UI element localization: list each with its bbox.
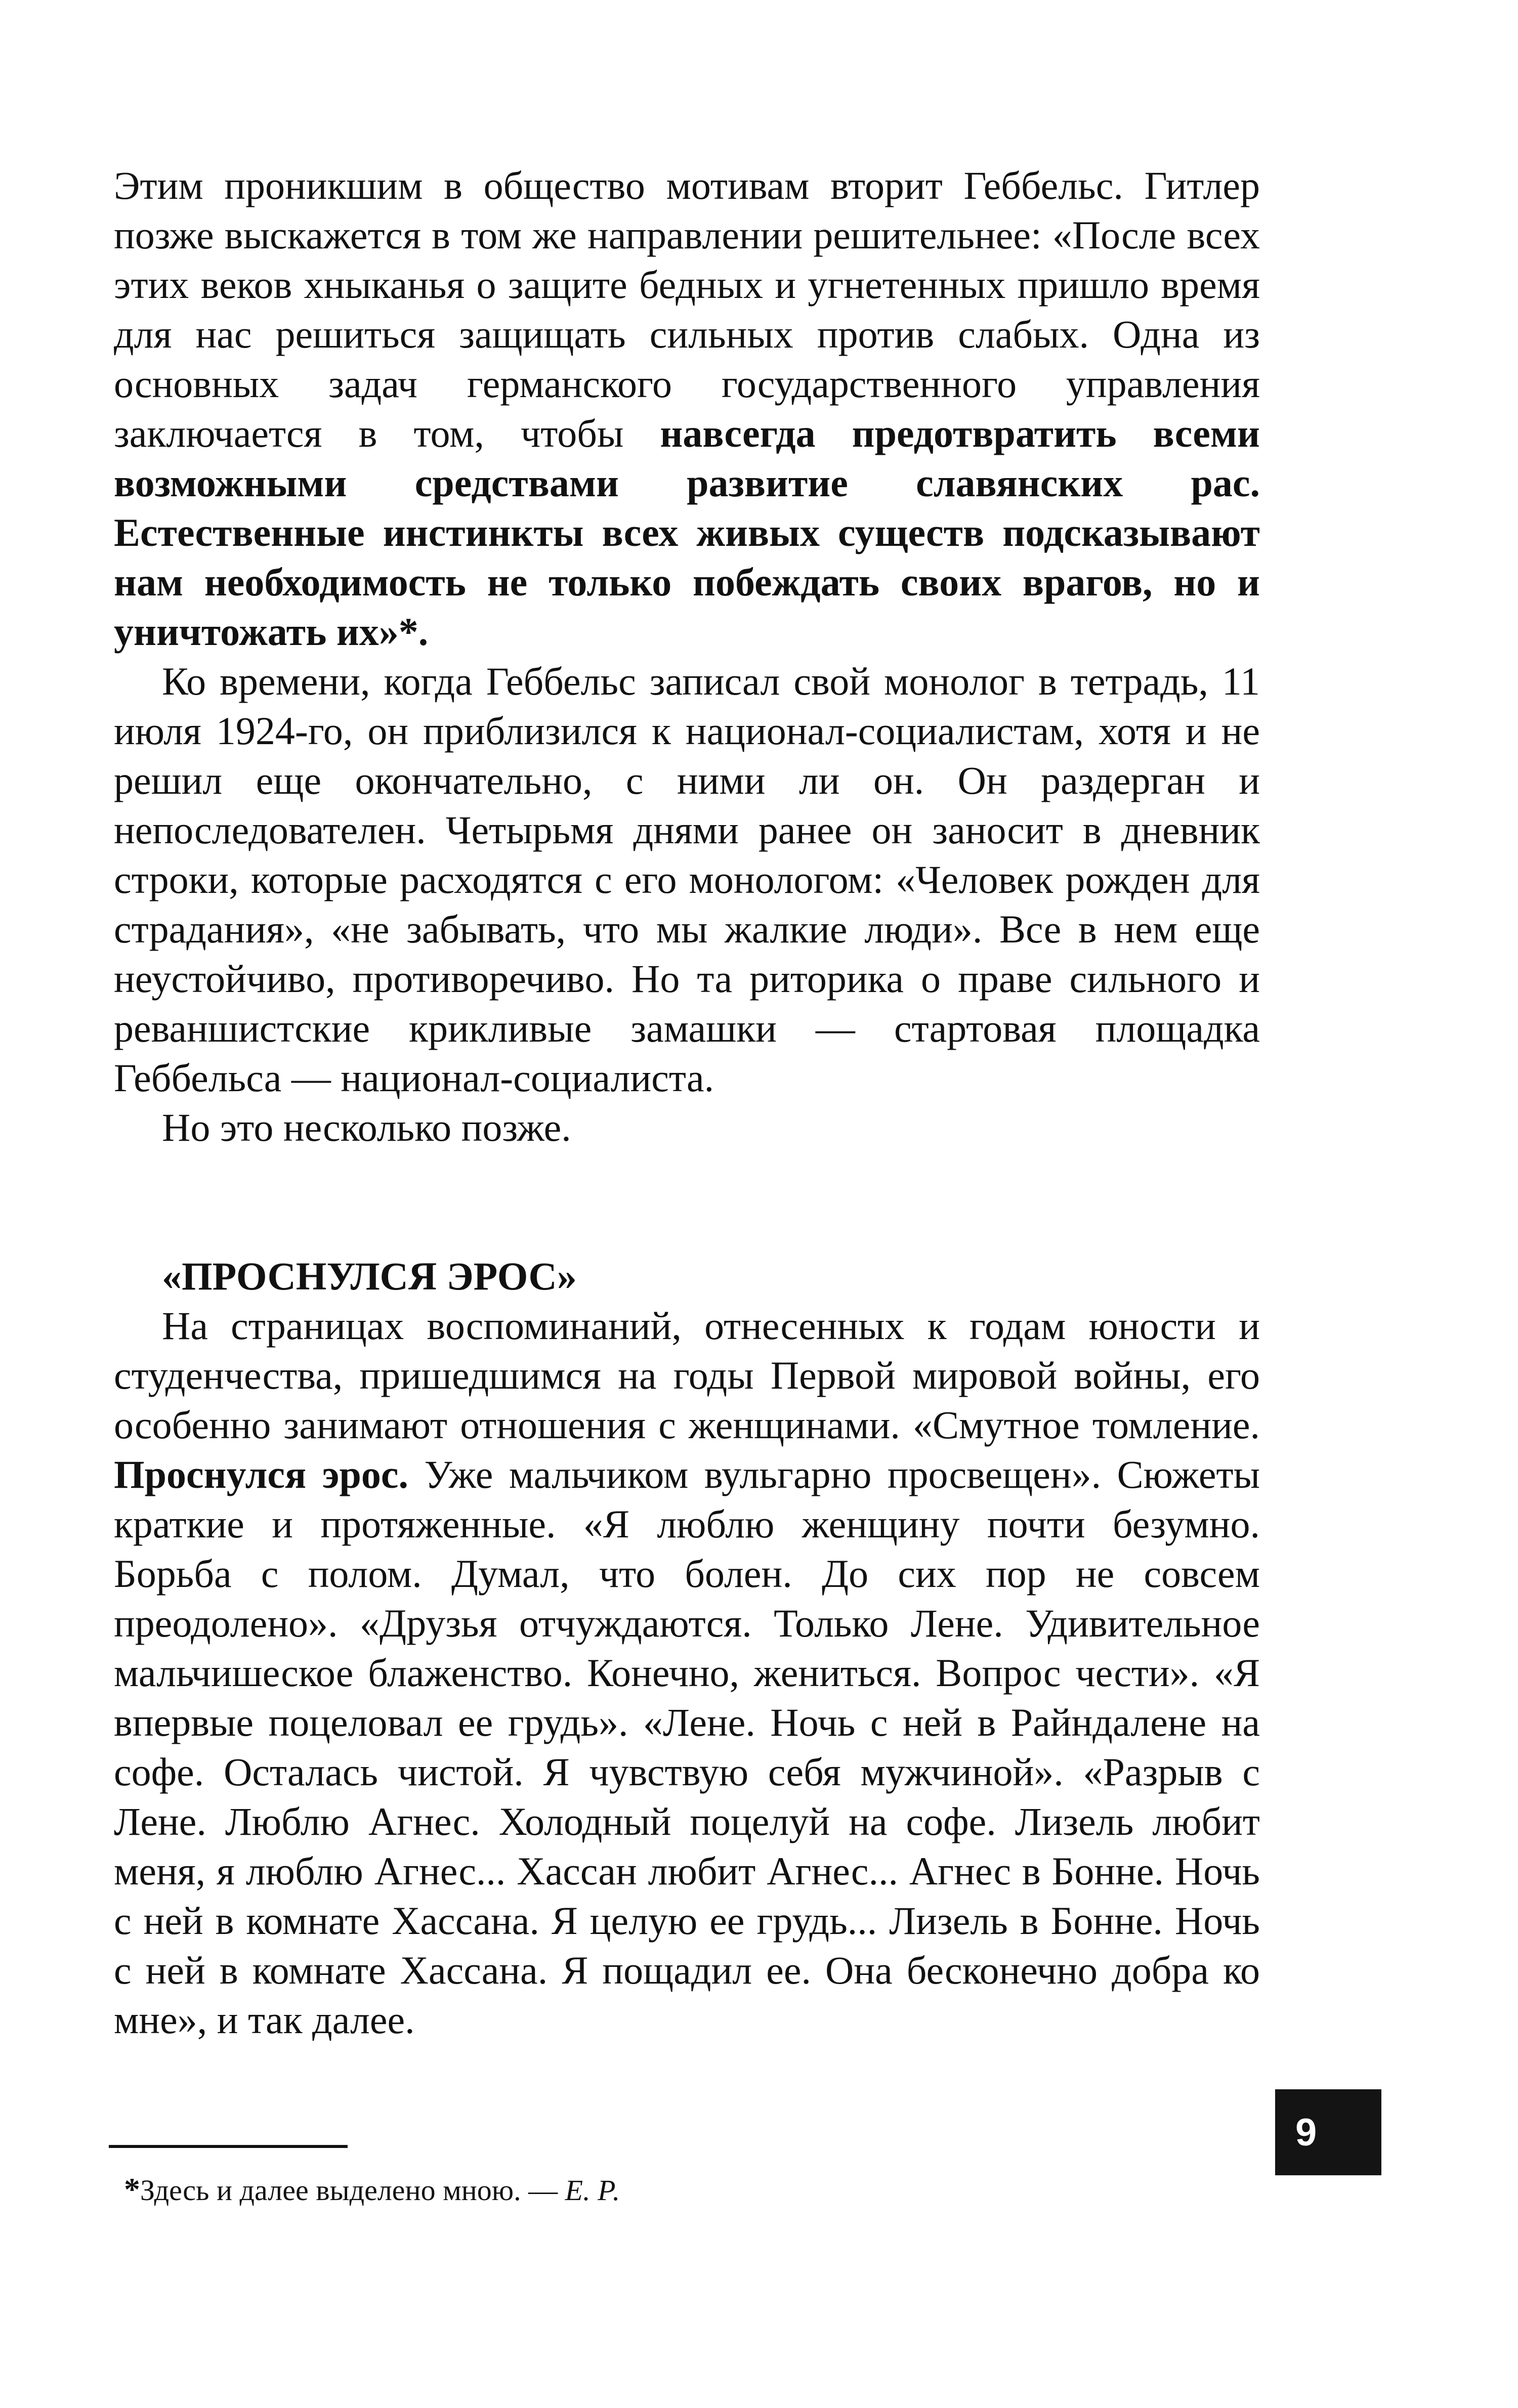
footnote-mark: *	[124, 2171, 140, 2207]
footnote	[124, 2169, 620, 2211]
paragraph-1-text: Этим проникшим в общество мотивам вторит Геббельс. Гитлер позже выскажется в том же направлении решительнее: «После всех этих веков хныканья о защите бедных и угнетенных пришло время для нас решиться защищать сильных против слабых. Одна из основных задач германского государственного управления заключается в том, чтобы	[114, 163, 1260, 455]
paragraph-4-text-before: На страницах воспоминаний, отнесенных к годам юности и студенчества, пришедшимся на годы Первой мировой войны, его особенно занимают отношения с женщинами. «Смутное томление.	[114, 1304, 1260, 1447]
paragraph-2: Ко времени, когда Геббельс записал свой монолог в тетрадь, 11 июля 1924-го, он приблизился к национал-социалистам, хотя и не решил еще окончательно, с ними ли он. Он раздерган и непоследователен. Четырьмя днями ранее он заносит в дневник строки, которые расходятся с его монологом: «Человек рожден для страдания», «не забывать, что мы жалкие люди». Все в нем еще неустойчиво, противоречиво. Но та риторика о праве сильного и реваншистские крикливые замашки — стартовая площадка Геббельса — национал-социалиста.	[114, 659, 1260, 1100]
paragraph-1	[114, 161, 1260, 657]
page-number: 9	[1295, 2111, 1317, 2154]
paragraph-4-text-after: Уже мальчиком вульгарно просвещен». Сюжеты краткие и протяженные. «Я люблю женщину почти безумно. Борьба с полом. Думал, что болен. До сих пор не совсем преодолено». «Друзья отчуждаются. Только Лене. Удивительное мальчишеское блаженство. Конечно, жениться. Вопрос чести». «Я впервые поцеловал ее грудь». «Лене. Ночь с ней в Райндалене на софе. Осталась чистой. Я чувствую себя мужчиной». «Разрыв с Лене. Люблю Агнес. Холодный поцелуй на софе. Лизель любит меня, я люблю Агнес... Хассан любит Агнес... Агнес в Бонне. Ночь с ней в комнате Хассана. Я целую ее грудь... Лизель в Бонне. Ночь с ней в комнате Хассана. Я пощадил ее. Она бесконечно добра ко мне», и так далее.	[114, 1452, 1260, 2042]
footnote-initials: Е. Р.	[565, 2174, 620, 2207]
page-body	[114, 161, 1260, 2045]
page-number-box	[1275, 2089, 1381, 2175]
paragraph-4	[114, 1301, 1260, 2045]
footnote-divider	[109, 2145, 348, 2148]
footnote-text: Здесь и далее выделено мною. —	[140, 2174, 565, 2207]
paragraph-1-bold-quote: навсегда предотвратить всеми возможными средствами развитие славянских рас. Естественные инстинкты всех живых существ подсказывают нам необходимость не только побеждать своих врагов, но и уничтожать их»*.	[114, 411, 1260, 654]
paragraph-3: Но это несколько позже.	[162, 1105, 571, 1149]
paragraph-4-bold-phrase: Проснулся эрос.	[114, 1452, 408, 1496]
section-heading: «ПРОСНУЛСЯ ЭРОС»	[162, 1254, 577, 1298]
